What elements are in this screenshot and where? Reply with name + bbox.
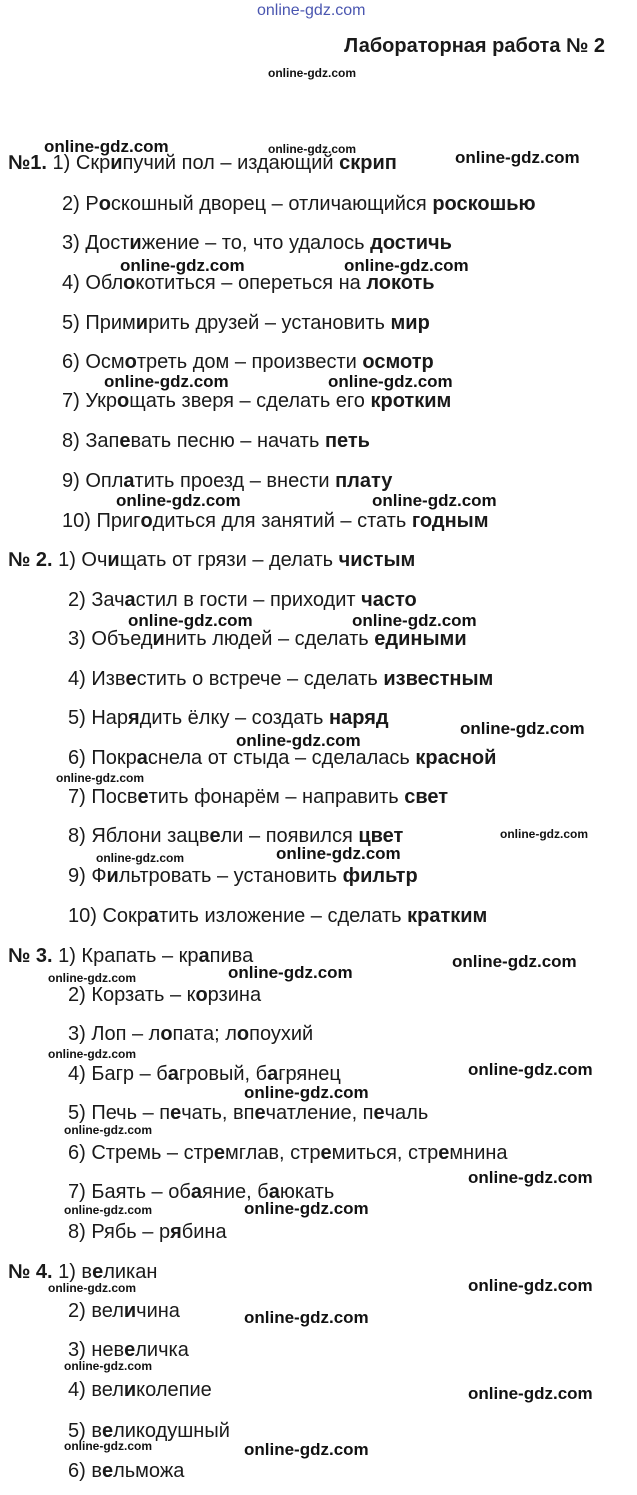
task-1-item-3: 3) Достижение – то, что удалось достичь [62,232,452,254]
watermark: online-gdz.com [244,1199,369,1218]
task-1-item-8: 8) Запевать песню – начать петь [62,430,370,452]
task-2-item-2: 2) Зачастил в гости – приходит часто [68,589,417,611]
watermark: online-gdz.com [116,491,241,510]
watermark: online-gdz.com [268,66,356,80]
watermark: online-gdz.com [64,1203,152,1217]
watermark: online-gdz.com [64,1359,152,1373]
task-3-item-7: 7) Баять – обаяние, баюкать [68,1181,335,1203]
watermark: online-gdz.com [96,851,184,865]
watermark: online-gdz.com [468,1060,593,1079]
task-3-item-2: 2) Корзать – корзина [68,984,262,1006]
task-3-item-6: 6) Стремь – стремглав, стремиться, стремнина [68,1142,508,1164]
watermark: online-gdz.com [500,827,588,841]
watermark: online-gdz.com [64,1123,152,1137]
site-header-watermark: online-gdz.com [257,2,366,19]
task-number: №1. [8,152,47,174]
task-number: № 3. [8,945,53,967]
task-number: № 2. [8,549,53,571]
watermark: online-gdz.com [48,1281,136,1295]
task-2-item-5: 5) Нарядить ёлку – создать наряд [68,707,389,729]
task-2-item-10: 10) Сократить изложение – сделать кратким [68,905,488,927]
watermark: online-gdz.com [276,844,401,863]
task-4-item-2: 2) величина [68,1300,180,1322]
watermark: online-gdz.com [56,771,144,785]
task-3-item-1: № 3. 1) Крапать – крапива [8,945,254,967]
watermark: online-gdz.com [244,1083,369,1102]
task-2-item-8: 8) Яблони зацвели – появился цвет [68,825,404,847]
page-title: Лабораторная работа № 2 [344,35,605,57]
task-1-item-4: 4) Облокотиться – опереться на локоть [62,272,435,294]
task-1-item-2: 2) Роскошный дворец – отличающийся роскошью [62,193,536,215]
watermark: online-gdz.com [468,1276,593,1295]
task-4-item-1: № 4. 1) великан [8,1261,158,1283]
watermark: online-gdz.com [352,611,477,630]
task-1-item-10: 10) Пригодиться для занятий – стать годным [62,510,489,532]
task-1-item-7: 7) Укрощать зверя – сделать его кротким [62,390,452,412]
watermark: online-gdz.com [64,1439,152,1453]
watermark: online-gdz.com [372,491,497,510]
task-2-item-4: 4) Известить о встрече – сделать известным [68,668,494,690]
task-number: № 4. [8,1261,53,1283]
task-4-item-3: 3) невеличка [68,1339,189,1361]
task-1-item-9: 9) Оплатить проезд – внести плату [62,470,393,492]
task-3-item-4: 4) Багр – багровый, багрянец [68,1063,341,1085]
watermark: online-gdz.com [48,1047,136,1061]
task-4-item-6: 6) вельможа [68,1460,185,1482]
watermark: online-gdz.com [328,372,453,391]
watermark: online-gdz.com [344,256,469,275]
task-1-item-6: 6) Осмотреть дом – произвести осмотр [62,351,434,373]
watermark: online-gdz.com [268,142,356,156]
task-2-item-7: 7) Посветить фонарём – направить свет [68,786,449,808]
task-2-item-6: 6) Покраснела от стыда – сделалась красной [68,747,497,769]
task-4-item-4: 4) великолепие [68,1379,212,1401]
watermark: online-gdz.com [120,256,245,275]
task-1-item-5: 5) Примирить друзей – установить мир [62,312,430,334]
watermark: online-gdz.com [460,719,585,738]
watermark: online-gdz.com [452,952,577,971]
watermark: online-gdz.com [104,372,229,391]
task-1-item-1: №1. 1) Скрипучий пол – издающий скрип [8,152,397,174]
watermark: online-gdz.com [236,731,361,750]
watermark: online-gdz.com [48,971,136,985]
watermark: online-gdz.com [455,148,580,167]
watermark: online-gdz.com [128,611,253,630]
task-2-item-3: 3) Объединить людей – сделать едиными [68,628,467,650]
task-3-item-8: 8) Рябь – рябина [68,1221,227,1243]
task-3-item-5: 5) Печь – печать, впечатление, печаль [68,1102,429,1124]
task-2-item-9: 9) Фильтровать – установить фильтр [68,865,418,887]
watermark: online-gdz.com [468,1168,593,1187]
task-2-item-1: № 2. 1) Очищать от грязи – делать чистым [8,549,416,571]
watermark: online-gdz.com [44,137,169,156]
task-3-item-3: 3) Лоп – лопата; лопоухий [68,1023,314,1045]
watermark: online-gdz.com [228,963,353,982]
watermark: online-gdz.com [244,1308,369,1327]
task-4-item-5: 5) великодушный [68,1420,230,1442]
watermark: online-gdz.com [468,1384,593,1403]
watermark: online-gdz.com [244,1440,369,1459]
